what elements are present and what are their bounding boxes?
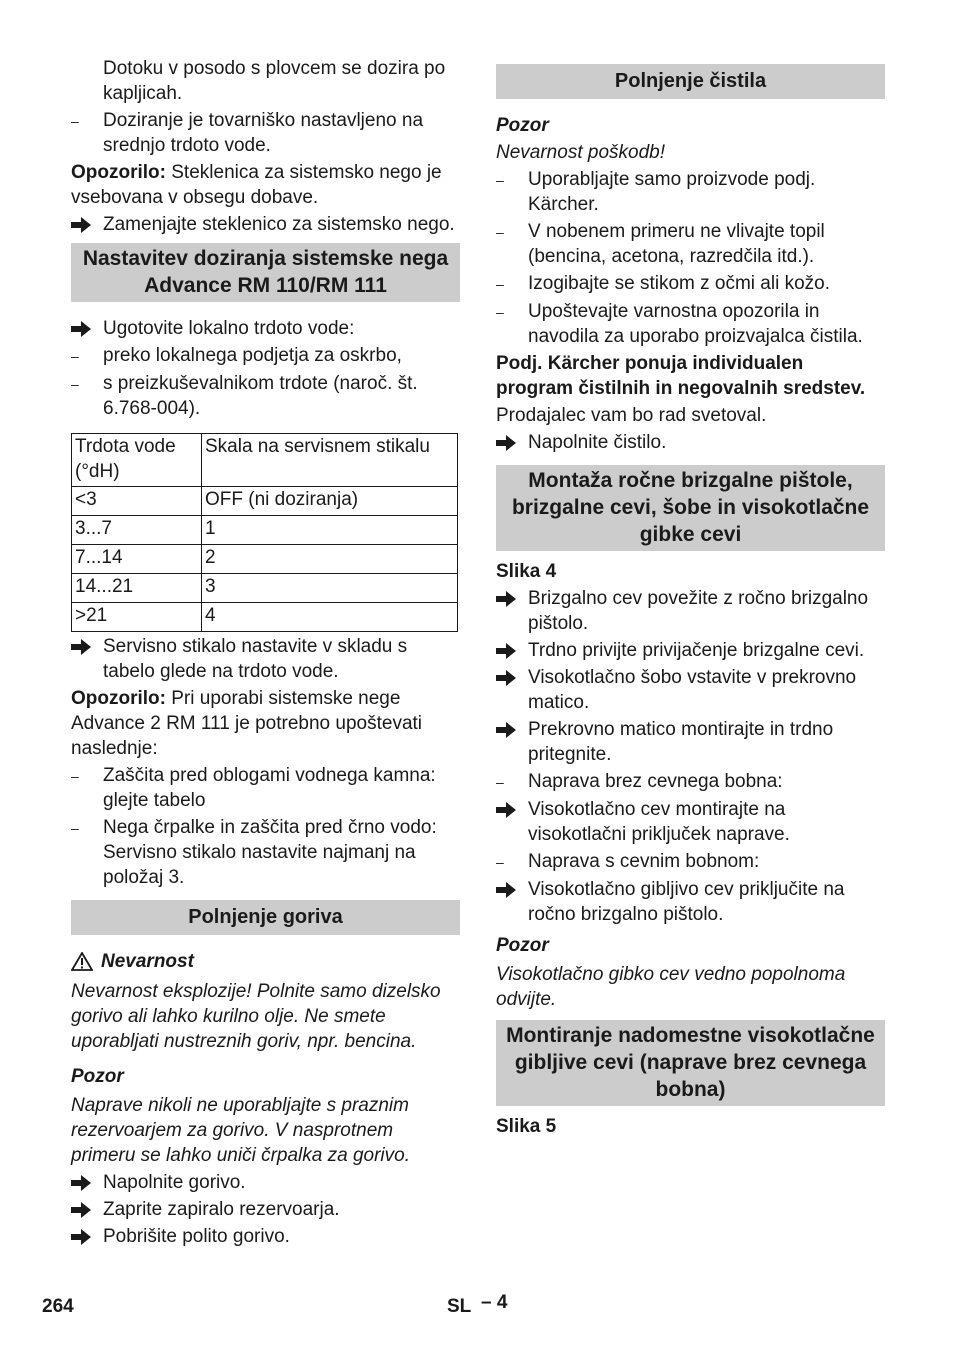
right-arrow-icon bbox=[496, 586, 528, 636]
table-header-row bbox=[72, 434, 458, 487]
table-header-cell: Skala na servisnem stikalu bbox=[202, 434, 458, 487]
right-arrow-icon bbox=[496, 877, 528, 927]
note-text: Pri uporabi sistemske nege Advance 2 RM 111 je potrebno upoštevati naslednje: bbox=[71, 688, 423, 759]
caution-subtitle: Nevarnost poškodb! bbox=[496, 142, 665, 163]
instruction-item bbox=[71, 1224, 460, 1249]
note-text: Steklenica za sistemsko nego je vsebovana v obsegu dobave. bbox=[71, 162, 442, 208]
instruction-text: Visokotlačno gibljivo cev priključite na ročno brizgalno pištolo. bbox=[528, 879, 845, 925]
table-header-cell: Trdota vode (°dH) bbox=[72, 434, 202, 487]
right-arrow-icon bbox=[71, 212, 103, 237]
caution-text: Naprave nikoli ne uporabljajte s praznim rezervoarjem za gorivo. V nasprotnem primeru se lahko uniči črpalka za gorivo. bbox=[71, 1095, 410, 1166]
table-cell: >21 bbox=[72, 603, 202, 632]
warning-triangle-icon bbox=[71, 952, 93, 971]
table-cell: 14...21 bbox=[72, 574, 202, 603]
instruction-text: Napolnite čistilo. bbox=[528, 432, 667, 453]
dash-marker: – bbox=[496, 774, 504, 790]
instruction-item bbox=[496, 717, 885, 767]
figure-reference: Slika 5 bbox=[496, 1116, 557, 1137]
instruction-text: Ugotovite lokalno trdoto vode: bbox=[103, 318, 355, 339]
right-arrow-icon bbox=[71, 1224, 103, 1249]
instruction-item bbox=[496, 430, 885, 455]
table-row bbox=[72, 516, 458, 545]
note-paragraph bbox=[71, 160, 460, 210]
instruction-text: Zamenjajte steklenico za sistemsko nego. bbox=[103, 214, 455, 235]
danger-title bbox=[71, 949, 460, 974]
caution-title: Pozor bbox=[496, 115, 549, 136]
instruction-text: Visokotlačno cev montirajte na visokotlačni priključek naprave. bbox=[528, 799, 790, 845]
caution-text: Visokotlačno gibko cev vedno popolnoma odvijte. bbox=[496, 964, 846, 1010]
right-arrow-icon bbox=[71, 316, 103, 341]
intro-continuation: Dotoku v posodo s plovcem se dozira po kapljicah. bbox=[103, 58, 446, 104]
list-item-text: preko lokalnega podjetja za oskrbo, bbox=[103, 345, 402, 366]
dash-marker: – bbox=[496, 276, 504, 292]
dash-marker: – bbox=[71, 348, 79, 364]
caution-title: Pozor bbox=[71, 1066, 124, 1087]
table-row bbox=[72, 545, 458, 574]
section-heading: Polnjenje goriva bbox=[71, 900, 460, 935]
right-arrow-icon bbox=[71, 634, 103, 684]
dash-marker: – bbox=[496, 172, 504, 188]
instruction-item bbox=[496, 665, 885, 715]
instruction-item bbox=[71, 1197, 460, 1222]
paragraph: Prodajalec vam bo rad svetoval. bbox=[496, 405, 767, 426]
note-label: Opozorilo: bbox=[71, 688, 166, 709]
list-item-text: Naprava s cevnim bobnom: bbox=[528, 851, 760, 872]
instruction-text: Trdno privijte privijačenje brizgalne cevi. bbox=[528, 640, 865, 661]
list-item bbox=[71, 815, 460, 890]
right-arrow-icon bbox=[496, 717, 528, 767]
section-number: – 4 bbox=[481, 1292, 508, 1313]
table-cell: OFF (ni doziranja) bbox=[202, 487, 458, 516]
right-arrow-icon bbox=[496, 665, 528, 715]
bold-paragraph: Podj. Kärcher ponuja individualen program čistilnih in negovalnih sredstev. bbox=[496, 353, 866, 399]
table-cell: 2 bbox=[202, 545, 458, 574]
instruction-text: Zaprite zapiralo rezervoarja. bbox=[103, 1199, 340, 1220]
right-arrow-icon bbox=[496, 638, 528, 663]
instruction-item bbox=[71, 212, 460, 237]
instruction-item bbox=[496, 638, 885, 663]
list-item-text: V nobenem primeru ne vlivajte topil (bencina, acetona, razredčila itd.). bbox=[528, 221, 825, 267]
instruction-text: Prekrovno matico montirajte in trdno pritegnite. bbox=[528, 719, 834, 765]
list-item bbox=[71, 371, 460, 421]
dash-marker: – bbox=[496, 304, 504, 320]
list-item bbox=[71, 108, 460, 158]
list-item-text: Uporabljajte samo proizvode podj. Kärcher. bbox=[528, 169, 816, 215]
section-heading: Nastavitev doziranja sistemske nega Advance RM 110/RM 111 bbox=[71, 243, 460, 302]
water-hardness-table bbox=[71, 433, 458, 632]
table-row bbox=[72, 574, 458, 603]
right-arrow-icon bbox=[496, 797, 528, 847]
language-code: SL bbox=[447, 1296, 472, 1317]
list-item-text: s preizkuševalnikom trdote (naroč. št. 6.768-004). bbox=[103, 373, 418, 419]
list-item-text: Upoštevajte varnostna opozorila in navodila za uporabo proizvajalca čistila. bbox=[528, 301, 863, 347]
list-item bbox=[496, 299, 885, 349]
instruction-text: Servisno stikalo nastavite v skladu s tabelo glede na trdoto vode. bbox=[103, 636, 408, 682]
list-item-text: Izogibajte se stikom z očmi ali kožo. bbox=[528, 273, 831, 294]
instruction-text: Visokotlačno šobo vstavite v prekrovno matico. bbox=[528, 667, 857, 713]
dash-marker: – bbox=[496, 854, 504, 870]
section-heading: Polnjenje čistila bbox=[496, 64, 885, 99]
caution-title: Pozor bbox=[496, 935, 549, 956]
list-item bbox=[496, 769, 885, 795]
list-item bbox=[496, 167, 885, 217]
section-heading: Montiranje nadomestne visokotlačne gibljive cevi (naprave brez cevnega bobna) bbox=[496, 1020, 885, 1106]
right-arrow-icon bbox=[71, 1170, 103, 1195]
instruction-text: Napolnite gorivo. bbox=[103, 1172, 246, 1193]
list-item-text: Doziranje je tovarniško nastavljeno na srednjo trdoto vode. bbox=[103, 110, 424, 156]
dash-marker: – bbox=[496, 224, 504, 240]
left-column bbox=[71, 56, 460, 1251]
table-cell: 3...7 bbox=[72, 516, 202, 545]
instruction-item bbox=[496, 877, 885, 927]
instruction-item bbox=[71, 316, 460, 341]
table-cell: 7...14 bbox=[72, 545, 202, 574]
danger-text: Nevarnost eksplozije! Polnite samo dizelsko gorivo ali lahko kurilno olje. Ne smete uporabljati nustreznih goriv, npr. bencina. bbox=[71, 981, 441, 1052]
instruction-item bbox=[496, 797, 885, 847]
table-row bbox=[72, 603, 458, 632]
table-row bbox=[72, 487, 458, 516]
note-label: Opozorilo: bbox=[71, 162, 166, 183]
right-arrow-icon bbox=[71, 1197, 103, 1222]
page-number: 264 bbox=[42, 1296, 74, 1317]
dash-marker: – bbox=[71, 113, 79, 129]
instruction-text: Pobrišite polito gorivo. bbox=[103, 1226, 290, 1247]
list-item bbox=[496, 219, 885, 269]
list-item bbox=[71, 343, 460, 369]
list-item bbox=[496, 849, 885, 875]
table-cell: 4 bbox=[202, 603, 458, 632]
figure-reference: Slika 4 bbox=[496, 561, 557, 582]
list-item-text: Zaščita pred oblogami vodnega kamna: glejte tabelo bbox=[103, 765, 436, 811]
list-item-text: Naprava brez cevnega bobna: bbox=[528, 771, 783, 792]
note-paragraph bbox=[71, 686, 460, 761]
list-item-text: Nega črpalke in zaščita pred črno vodo: Servisno stikalo nastavite najmanj na položaj 3. bbox=[103, 817, 437, 888]
instruction-text: Brizgalno cev povežite z ročno brizgalno pištolo. bbox=[528, 588, 869, 634]
dash-marker: – bbox=[71, 820, 79, 836]
table-cell: 1 bbox=[202, 516, 458, 545]
table-cell: 3 bbox=[202, 574, 458, 603]
dash-marker: – bbox=[71, 376, 79, 392]
list-item bbox=[71, 763, 460, 813]
instruction-item bbox=[71, 1170, 460, 1195]
danger-title-text: Nevarnost bbox=[101, 951, 194, 972]
right-column bbox=[496, 64, 885, 1141]
table-cell: <3 bbox=[72, 487, 202, 516]
list-item bbox=[496, 271, 885, 297]
instruction-item bbox=[496, 586, 885, 636]
instruction-item bbox=[71, 634, 460, 684]
right-arrow-icon bbox=[496, 430, 528, 455]
dash-marker: – bbox=[71, 768, 79, 784]
section-heading: Montaža ročne brizgalne pištole, brizgalne cevi, šobe in visokotlačne gibke cevi bbox=[496, 465, 885, 551]
